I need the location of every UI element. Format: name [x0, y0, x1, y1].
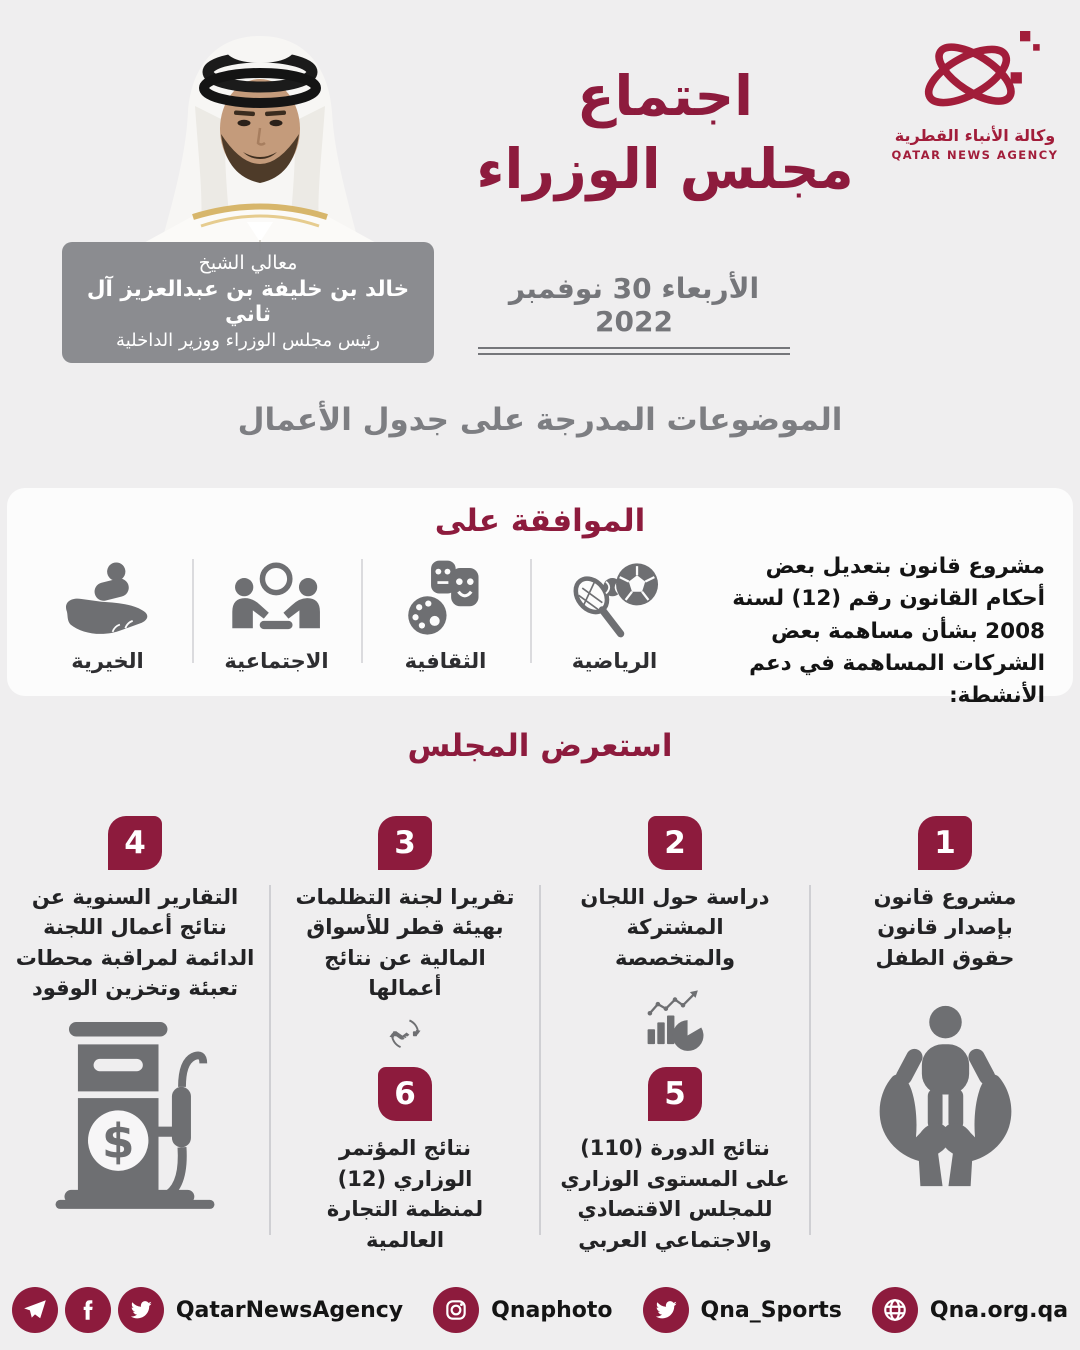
page-title-line2: مجلس الوزراء — [476, 136, 854, 201]
social-handle-sports[interactable]: Qna_Sports — [700, 1297, 842, 1323]
meeting-date: الأربعاء 30 نوفمبر 2022 — [508, 272, 760, 338]
twitter-icon[interactable] — [643, 1287, 689, 1333]
agreement-cycle-icon — [352, 1016, 458, 1052]
grid-divider — [539, 885, 541, 1235]
category-culture-label: الثقافية — [404, 649, 487, 673]
qna-logo-arabic: وكالة الأنباء القطرية — [894, 126, 1056, 145]
approval-categories — [23, 549, 699, 673]
qna-atom-heart-icon — [900, 28, 1050, 124]
review-column-4 — [0, 800, 270, 1255]
pm-portrait-illustration — [95, 26, 425, 251]
item-1-badge: 1 — [918, 816, 972, 870]
review-column-3 — [270, 800, 540, 1255]
item-2-text: دراسة حول اللجان المشتركة والمتخصصة — [580, 885, 770, 970]
svg-text:$: $ — [101, 1114, 135, 1170]
facebook-icon[interactable] — [65, 1287, 111, 1333]
item-6-badge: 6 — [378, 1067, 432, 1121]
twitter-icon[interactable] — [118, 1287, 164, 1333]
agenda-section-title: الموضوعات المدرجة على جدول الأعمال — [237, 402, 843, 438]
social-icon — [225, 557, 327, 641]
pm-role: رئيس مجلس الوزراء ووزير الداخلية — [116, 330, 380, 351]
date-underline — [478, 347, 790, 355]
qna-logo-english: QATAR NEWS AGENCY — [891, 148, 1059, 162]
pm-photo — [95, 26, 425, 252]
category-sports-label: الرياضية — [571, 649, 658, 673]
approval-paragraph: مشروع قانون بتعديل بعض أحكام القانون رقم (12) لسنة 2008 بشأن مساهمة بعض الشركات المساهمة في دعم الأنشطة: — [732, 554, 1045, 708]
category-social — [192, 549, 361, 673]
category-social-label: الاجتماعية — [224, 649, 329, 673]
pm-name: خالد بن خليفة بن عبدالعزيز آل ثاني — [86, 277, 410, 327]
meeting-date-block — [478, 272, 790, 355]
pm-caption — [62, 242, 434, 363]
approval-title: الموافقة على — [434, 503, 646, 539]
item-4-badge: 4 — [108, 816, 162, 870]
item-4-text: التقارير السنوية عن نتائج أعمال اللجنة الدائمة لمراقبة محطات تعبئة وتخزين الوقود — [15, 885, 255, 1001]
item-3-text: تقريرا لجنة التظلمات بهيئة قطر للأسواق المالية عن نتائج أعمالها — [295, 885, 515, 1001]
sports-icon — [564, 557, 664, 641]
website-link[interactable] — [872, 1287, 1068, 1333]
child-protection-icon — [848, 997, 1043, 1192]
page-title — [465, 60, 865, 205]
social-instagram-account[interactable] — [433, 1287, 612, 1333]
instagram-icon[interactable] — [433, 1287, 479, 1333]
social-handle-instagram[interactable]: Qnaphoto — [491, 1297, 613, 1323]
social-footer — [0, 1274, 1080, 1346]
qna-logo — [885, 28, 1065, 162]
website-url[interactable]: Qna.org.qa — [929, 1297, 1069, 1323]
approval-band — [7, 488, 1073, 708]
item-5-badge: 5 — [648, 1067, 702, 1121]
grid-divider — [269, 885, 271, 1235]
approval-row — [7, 539, 1073, 712]
grid-divider — [809, 885, 811, 1235]
review-section-title: استعرض المجلس — [407, 728, 673, 764]
social-main-icons — [12, 1287, 164, 1333]
review-column-1 — [810, 800, 1080, 1255]
category-charity-label: الخيرية — [71, 649, 144, 673]
item-3-badge: 3 — [378, 816, 432, 870]
charity-icon — [56, 557, 158, 641]
pm-honorific: معالي الشيخ — [198, 252, 298, 274]
fuel-pump-icon — [49, 1022, 221, 1210]
culture-icon — [400, 557, 491, 641]
category-charity — [23, 549, 192, 673]
item-5-text: نتائج الدورة (110) على المستوى الوزاري للمجلس الاقتصادي والاجتماعي العربي — [560, 1136, 790, 1252]
statistics-chart-icon — [621, 987, 729, 1051]
telegram-icon[interactable] — [12, 1287, 58, 1333]
category-culture — [361, 549, 530, 673]
social-sports-account[interactable] — [643, 1287, 842, 1333]
item-6-text: نتائج المؤتمر الوزاري (12) لمنظمة التجارة العالمية — [326, 1136, 484, 1252]
item-2-badge: 2 — [648, 816, 702, 870]
review-column-2 — [540, 800, 810, 1255]
item-1-text: مشروع قانون بإصدار قانون حقوق الطفل — [873, 885, 1017, 970]
page-title-line1: اجتماع — [576, 64, 754, 128]
category-sports — [530, 549, 699, 673]
social-main-accounts[interactable] — [12, 1287, 403, 1333]
social-handle-main[interactable]: QatarNewsAgency — [175, 1297, 404, 1323]
globe-icon[interactable] — [872, 1287, 918, 1333]
